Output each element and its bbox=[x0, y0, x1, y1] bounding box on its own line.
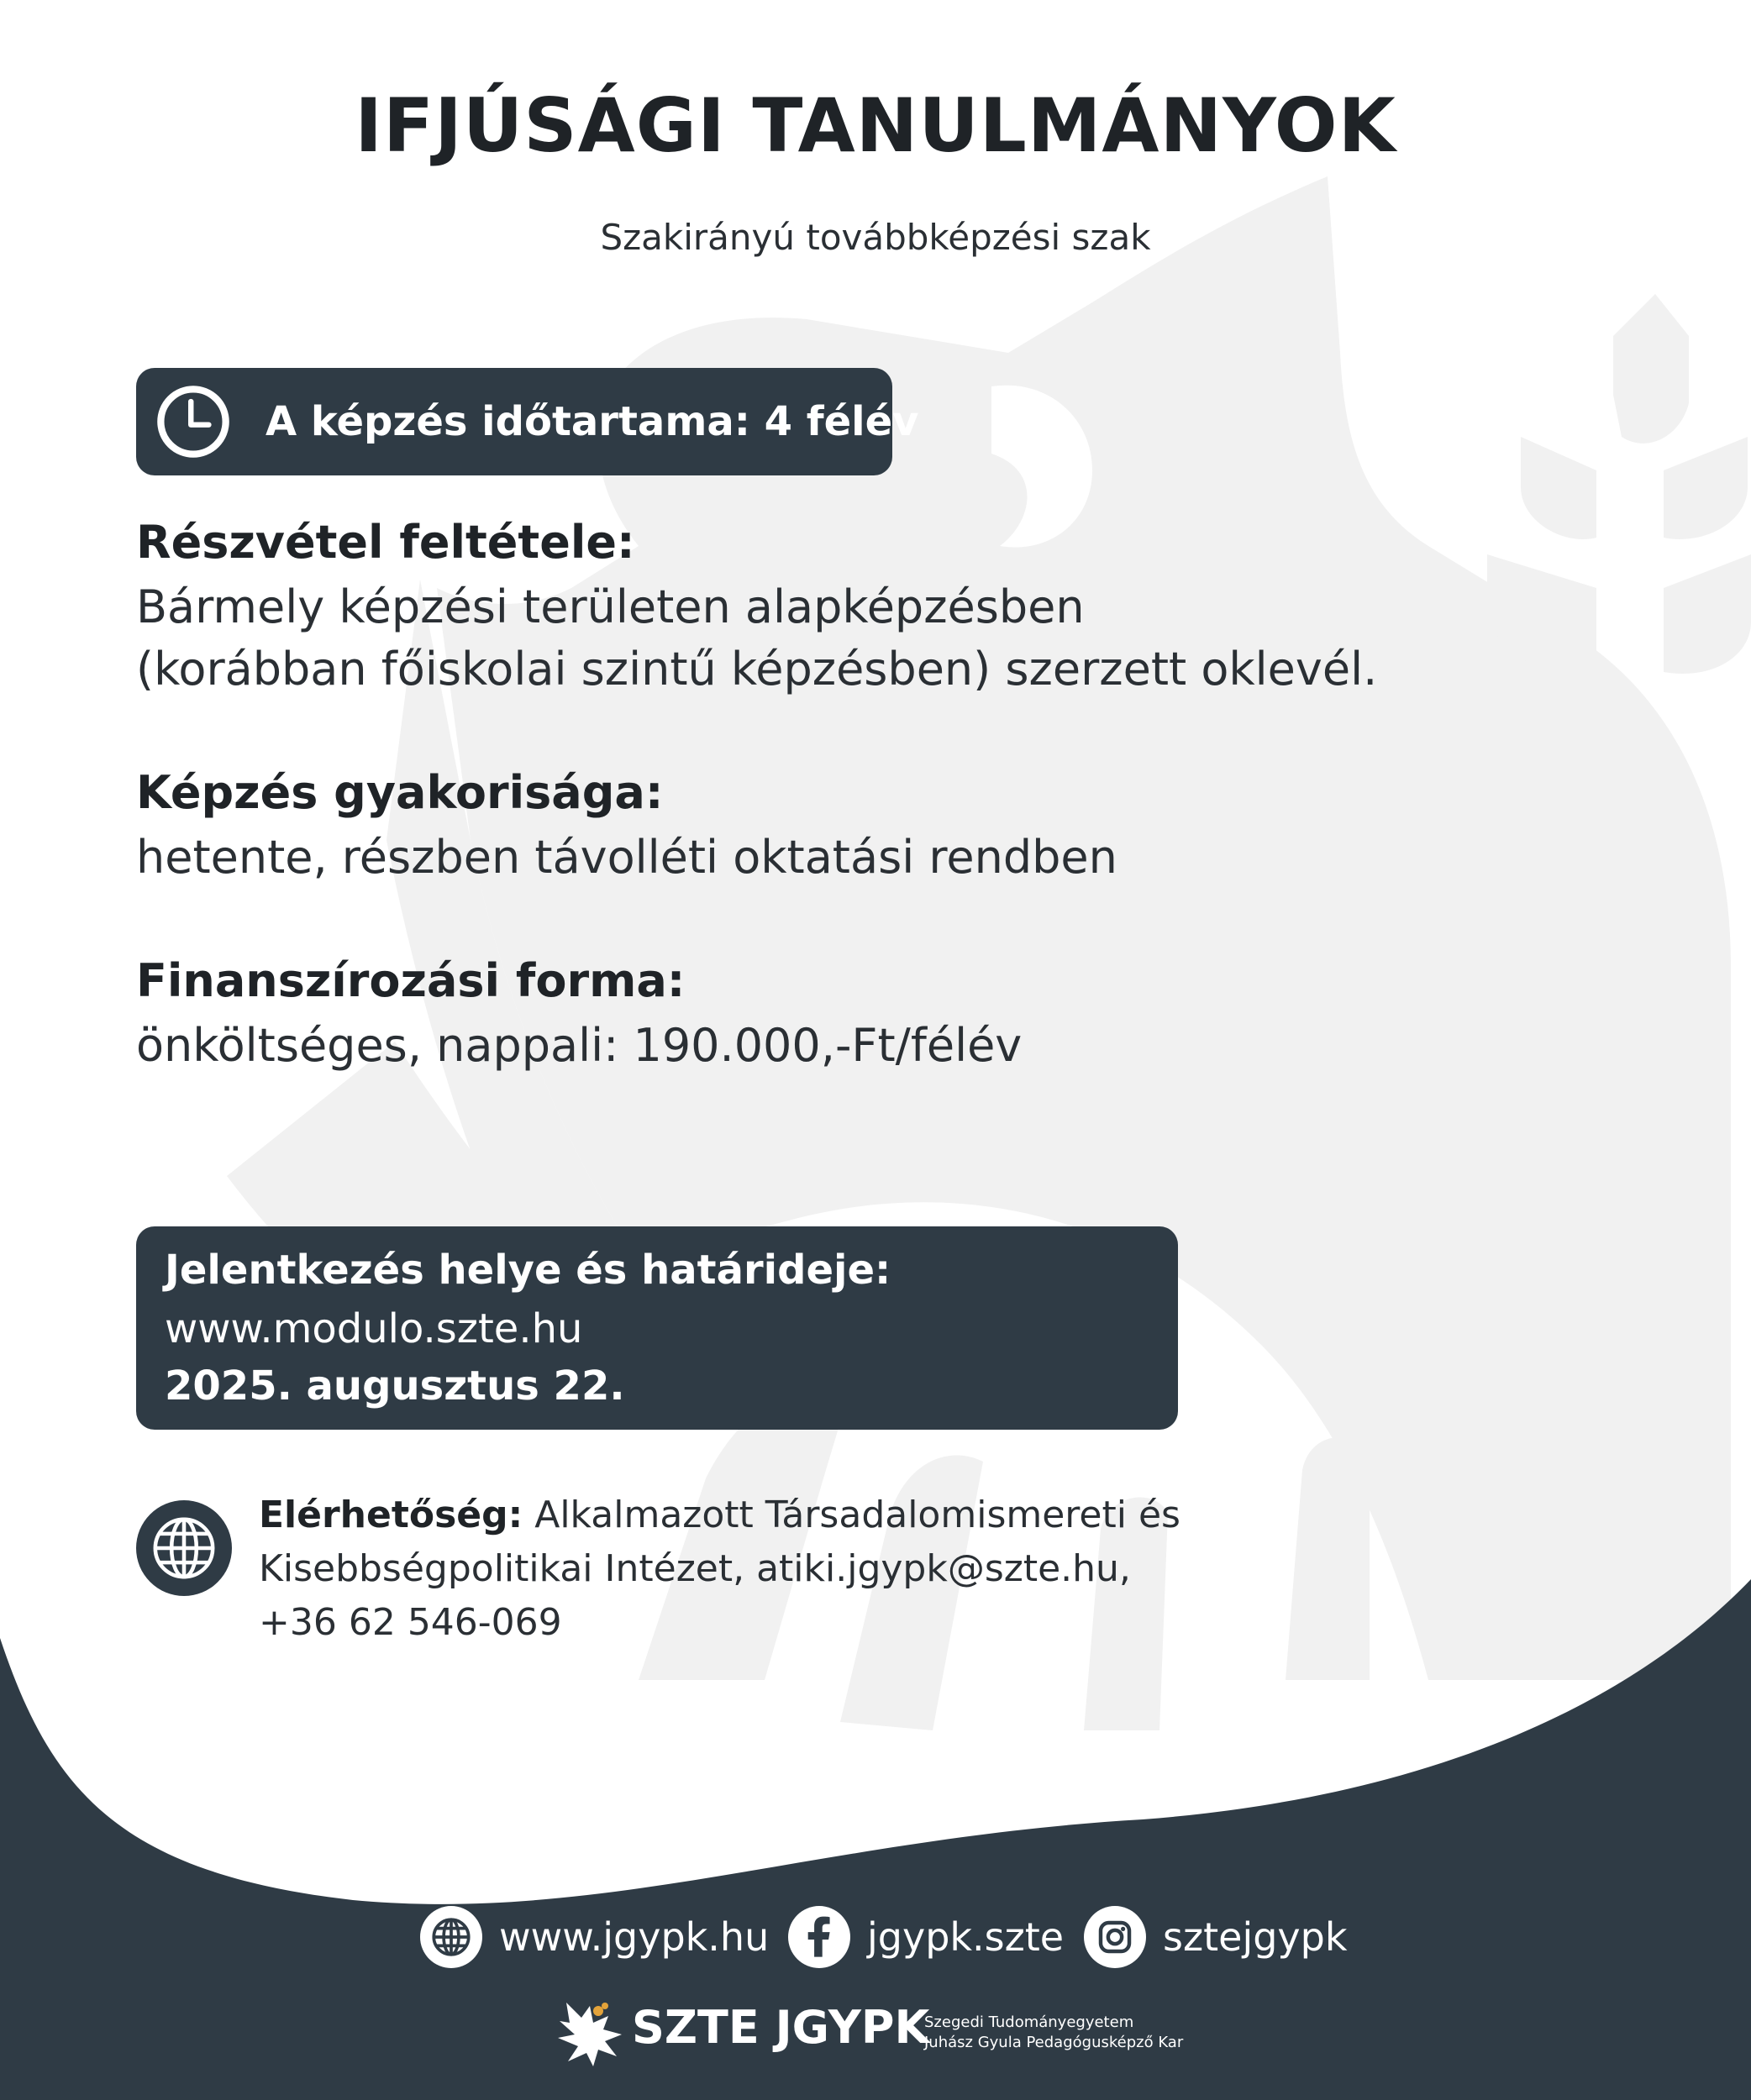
globe-icon bbox=[136, 1500, 232, 1596]
page-subtitle: Szakirányú továbbképzési szak bbox=[600, 217, 1151, 258]
clock-icon bbox=[155, 383, 232, 460]
contact-label: Elérhetőség: bbox=[259, 1494, 523, 1536]
frequency-line: hetente, részben távolléti oktatási rendben bbox=[136, 831, 1117, 884]
instagram-icon bbox=[1084, 1906, 1146, 1968]
requirement-line-1: Bármely képzési területen alapképzésben bbox=[136, 580, 1085, 633]
globe-icon bbox=[420, 1906, 482, 1968]
application-url[interactable]: www.modulo.szte.hu bbox=[165, 1305, 583, 1352]
logo-line-1: Szegedi Tudományegyetem bbox=[924, 2013, 1134, 2031]
griffin-logo-icon bbox=[549, 1998, 625, 2068]
facebook-icon bbox=[788, 1906, 850, 1968]
footer-link-facebook-text: jgypk.szte bbox=[867, 1914, 1065, 1960]
requirement-line-2: (korábban főiskolai szintű képzésben) szerzett oklevél. bbox=[136, 643, 1378, 696]
contact-text: Alkalmazott Társadalomismereti és Kisebbségpolitikai Intézet, atiki.jgypk@szte.hu, bbox=[259, 1494, 1180, 1590]
footer-link-web-text: www.jgypk.hu bbox=[499, 1914, 770, 1960]
frequency-heading: Képzés gyakorisága: bbox=[136, 766, 664, 819]
contact-phone: +36 62 546-069 bbox=[259, 1601, 562, 1644]
duration-label: A képzés időtartama: 4 félév bbox=[266, 398, 919, 445]
footer-link-instagram[interactable] bbox=[1084, 1905, 1348, 1969]
contact-info bbox=[259, 1488, 1250, 1650]
footer-link-instagram-text: sztejgypk bbox=[1163, 1914, 1348, 1960]
financing-line: önköltséges, nappali: 190.000,-Ft/félév bbox=[136, 1019, 1023, 1072]
page-title: IFJÚSÁGI TANULMÁNYOK bbox=[355, 82, 1396, 169]
application-deadline: 2025. augusztus 22. bbox=[165, 1362, 625, 1410]
application-box bbox=[136, 1226, 1178, 1430]
logo-line-2: Juhász Gyula Pedagógusképző Kar bbox=[924, 2034, 1184, 2051]
duration-badge bbox=[136, 368, 919, 475]
requirement-heading: Részvétel feltétele: bbox=[136, 516, 635, 569]
logo-text: SZTE JGYPK bbox=[632, 2001, 930, 2054]
application-heading: Jelentkezés helye és határideje: bbox=[165, 1247, 891, 1294]
financing-heading: Finanszírozási forma: bbox=[136, 954, 686, 1007]
footer-link-facebook[interactable] bbox=[788, 1905, 1064, 1969]
logo-subtext bbox=[924, 2013, 1183, 2053]
footer-link-web[interactable] bbox=[420, 1905, 769, 1969]
